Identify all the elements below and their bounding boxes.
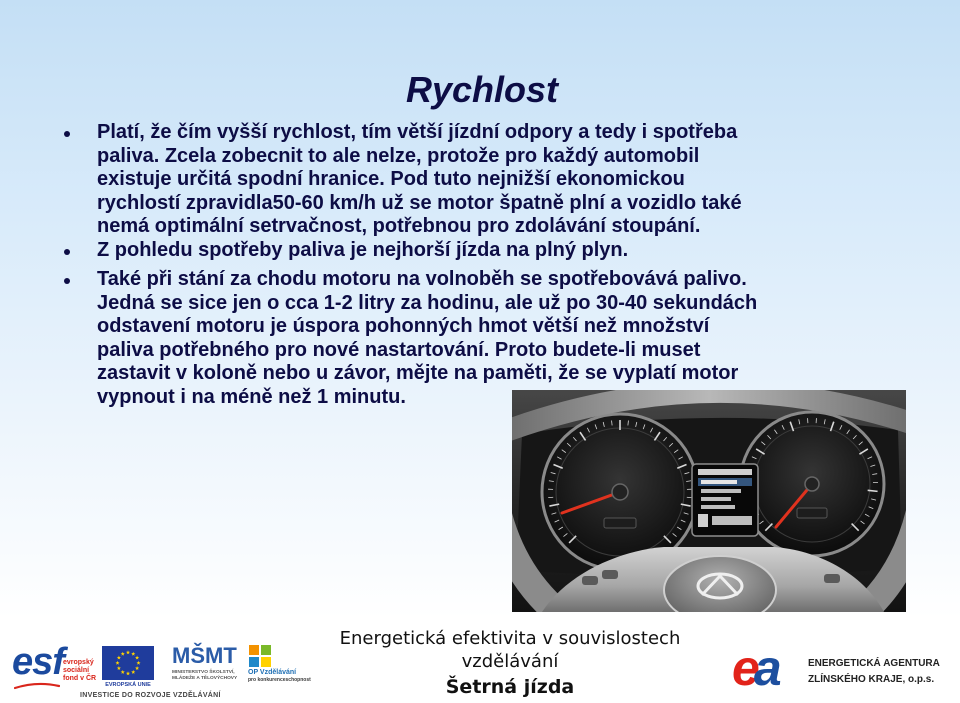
footer-caption-subtitle: Šetrná jízda [445,676,575,698]
bullet-line: paliva potřebného pro nové nastartování. Proto budete-li muset [97,338,701,361]
bullet-item [97,268,757,409]
bullet-line: paliva. Zcela zobecnit to ale nelze, protože pro každý automobil [97,144,700,167]
bullet-line: rychlostí zpravidla50-60 km/h už se motor špatně plní a vozidlo také [97,191,742,214]
op-logo-icon [249,645,271,667]
logo-tagline: INVESTICE DO ROZVOJE VZDĚLÁVÁNÍ [80,692,221,699]
steering-wheel-button [582,576,598,585]
bullet-line: vypnout i na méně než 1 minutu. [97,385,406,408]
bullet-marker [64,131,70,137]
op-logo-tile [249,645,259,655]
bullet-line: existuje určitá spodní hranice. Pod tuto nejnižší ekonomickou [97,168,685,190]
op-logo-tile [261,645,271,655]
speedometer-readout [604,518,636,528]
ea-logo-letter: a [753,640,782,696]
bullet-line: odstavení motoru je úspora pohonných hmot větší než množství [97,315,710,337]
op-logo-text [248,669,311,684]
speedometer-needle-cap [612,484,628,500]
esf-logo-text-line: evropský [63,659,94,666]
footer-caption-line: vzdělávání [461,651,559,672]
esf-logo-mark: esf [12,641,64,683]
op-logo-text-line: OP Vzdělávání [248,669,297,676]
bullet-line: Jedná se sice jen o cca 1-2 litry za hodinu, ale už po 30-40 sekundách [97,291,758,314]
display-menu-row [701,497,731,501]
esf-logo-text [63,659,96,683]
bullet-line: Také při stání za chodu motoru na volnoběh se spotřebovává palivo. [97,268,747,290]
display-gear-indicator [698,514,708,527]
msmt-logo-mark: MŠMT [172,643,237,668]
ea-logo-mark [732,640,782,696]
bullet-item [97,121,757,239]
display-menu-row [701,505,735,509]
msmt-logo-text [172,670,237,682]
ea-logo-text-line: ENERGETICKÁ AGENTURA [808,658,940,669]
bullet-marker [64,278,70,284]
display-menu-row [701,480,737,484]
display-odometer [712,516,752,525]
ea-logo-text [808,656,940,688]
msmt-logo-text-line: MINISTERSTVO ŠKOLSTVÍ, [172,670,235,675]
footer-caption-line: Energetická efektivita v souvislostech [339,628,681,649]
tachometer-gauge [740,412,884,556]
op-logo-text-line: pro konkurenceschopnost [248,677,311,683]
esf-swoosh-stroke [15,684,59,688]
esf-logo-swoosh-icon [14,682,60,690]
bullet-line: Platí, že čím vyšší rychlost, tím větší jízdní odpory a tedy i spotřeba [97,121,738,143]
op-logo-tile [261,657,271,667]
esf-logo-text-line: fond v ČR [63,675,97,682]
steering-wheel-button [824,574,840,583]
ea-logo-icon [730,638,804,696]
bullet-marker [64,249,70,255]
bullet-item [97,239,757,263]
dashboard-photo-image [512,390,906,612]
speedometer-gauge [542,414,698,570]
ea-logo-letter: e [732,640,760,696]
steering-wheel-button [602,570,618,579]
bullet-line: zastavit v koloně nebo u závor, mějte na paměti, že se vyplatí motor [97,362,739,384]
display-menu-header [698,469,752,475]
bullet-line: nemá optimální setrvačnost, potřebnou pro zdolávání stoupání. [97,215,701,237]
footer-caption [320,628,700,699]
bullet-line: Z pohledu spotřeby paliva je nejhorší jízda na plný plyn. [97,238,629,261]
tachometer-readout [797,508,827,518]
ea-logo-text-line: ZLÍNSKÉHO KRAJE, o.p.s. [808,674,935,685]
op-logo-tile [249,657,259,667]
bullet-list [97,121,757,409]
msmt-logo-text-line: MLÁDEŽE A TĚLOVÝCHOVY [172,676,238,681]
eu-flag-icon [102,646,154,680]
tachometer-needle-cap [805,477,819,491]
slide-title: Rychlost [405,69,559,110]
eu-label: EVROPSKÁ UNIE [105,682,151,688]
dashboard-photo [512,390,906,612]
display-menu-row [701,489,741,493]
esf-logo-text-line: sociální [63,667,90,674]
center-display [692,464,758,536]
tachometer-tick [868,490,878,491]
